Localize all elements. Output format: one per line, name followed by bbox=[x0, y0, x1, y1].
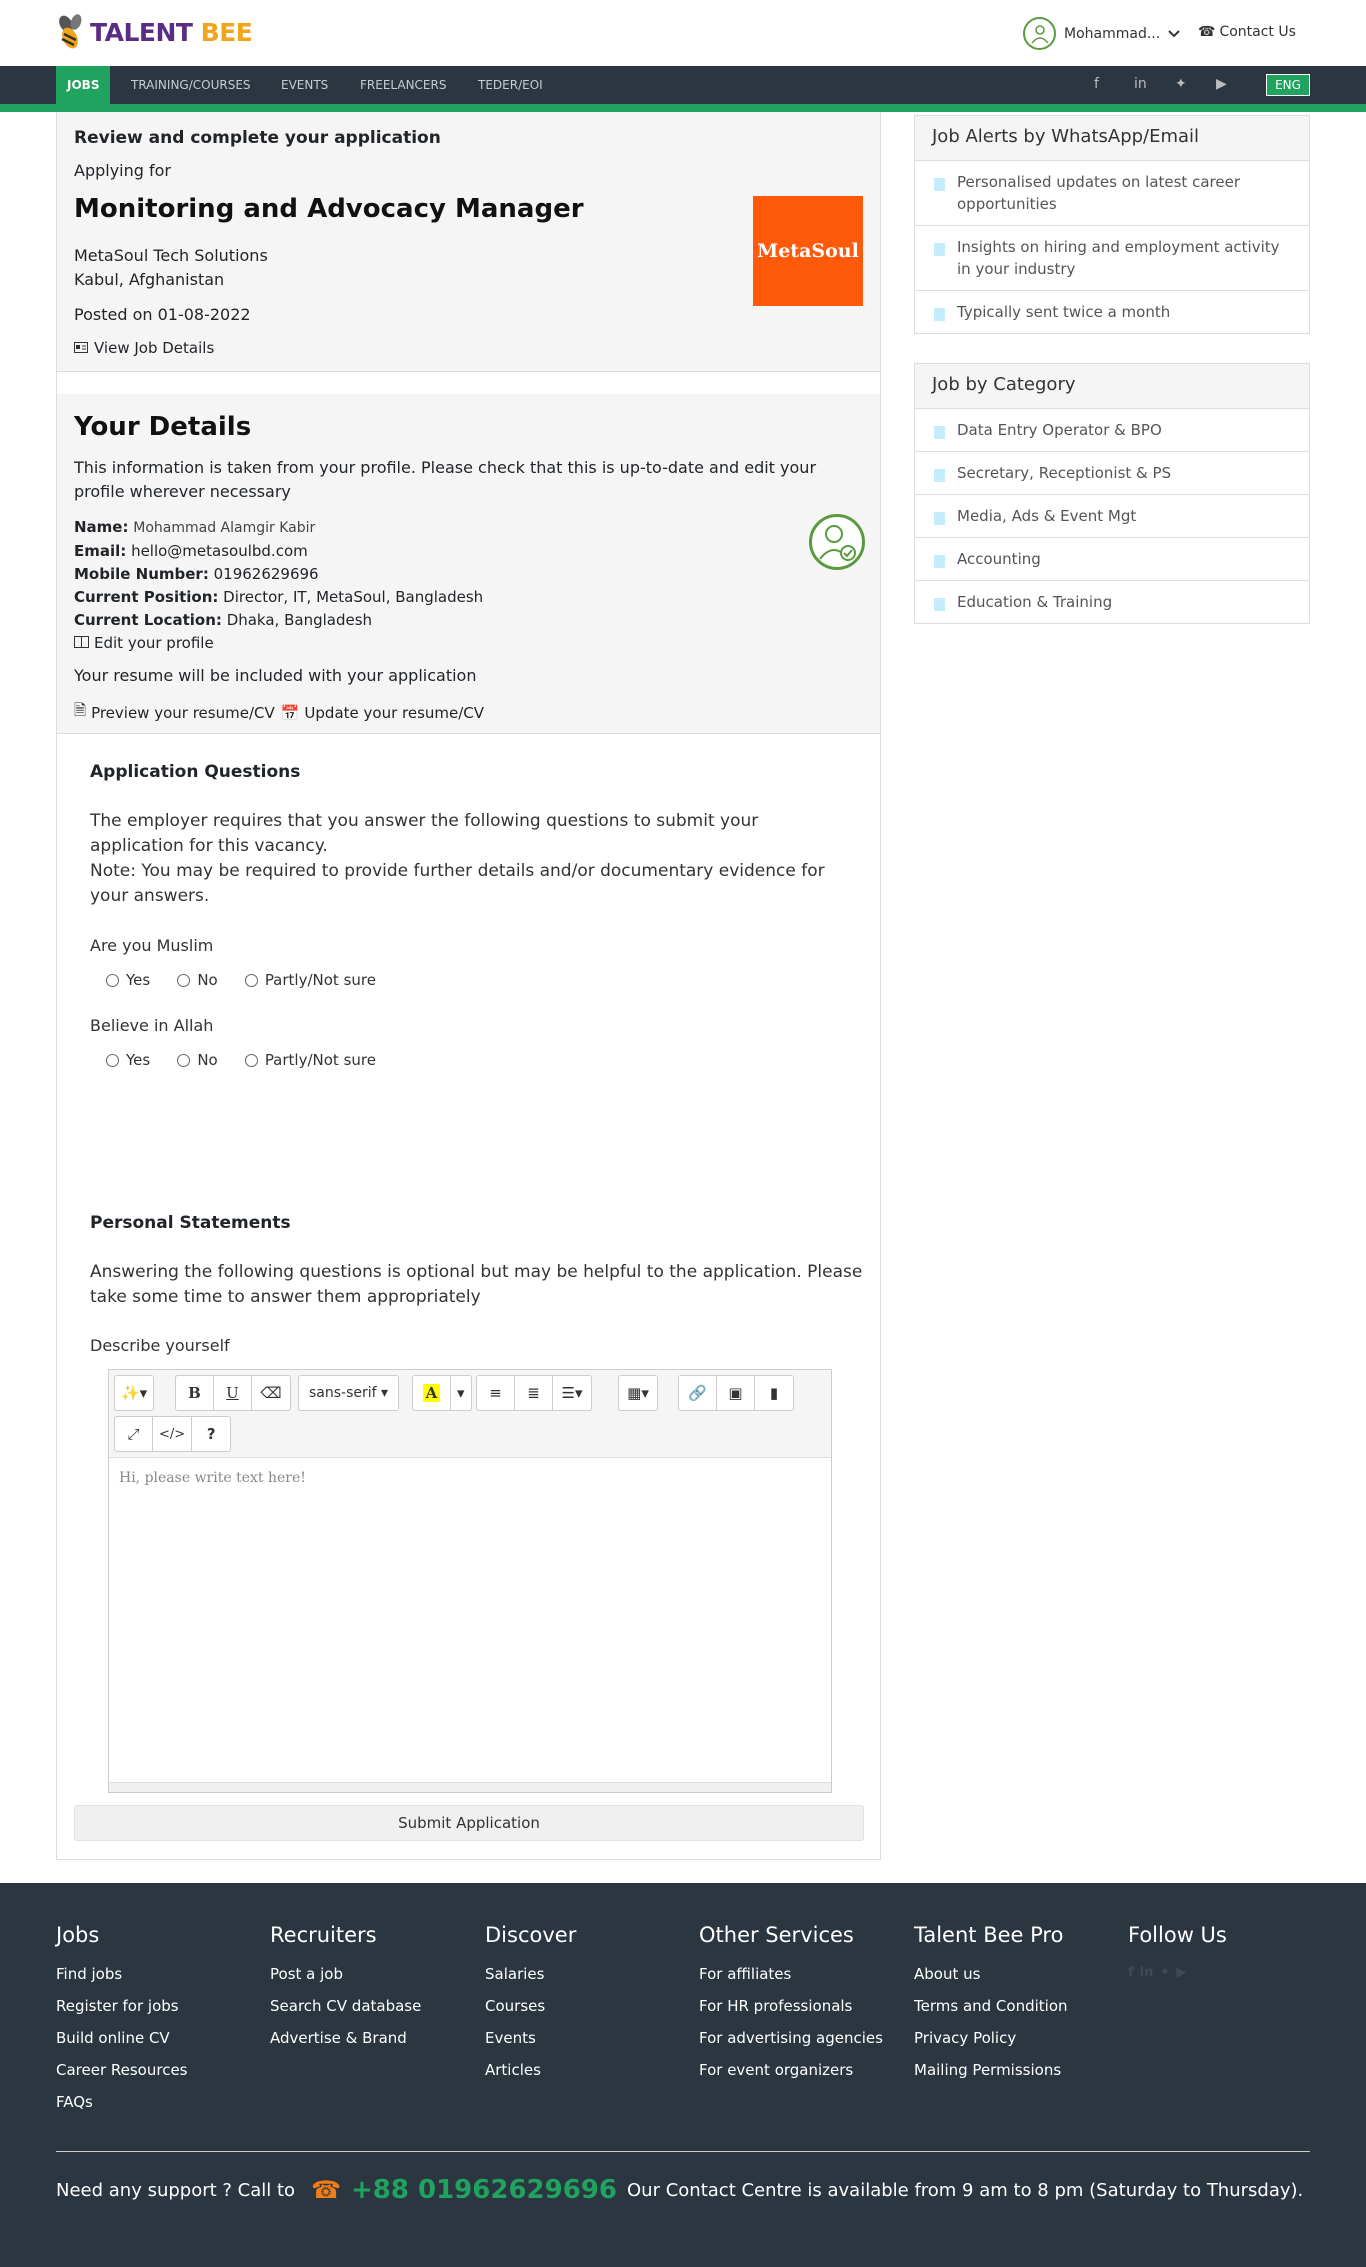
q2-option-no[interactable] bbox=[177, 1051, 217, 1069]
footer-pro-title: Talent Bee Pro bbox=[914, 1923, 1064, 1947]
footer-jobs-column bbox=[56, 1923, 188, 2125]
edit-icon bbox=[74, 632, 89, 655]
id-card-icon bbox=[74, 339, 88, 357]
nav-teder-eoi[interactable]: TEDER/EOI bbox=[478, 78, 543, 92]
job-title: Monitoring and Advocacy Manager bbox=[74, 194, 584, 224]
site-footer bbox=[0, 1883, 1366, 2267]
bullet-square-icon bbox=[934, 426, 945, 439]
contact-us-link[interactable] bbox=[1198, 24, 1296, 40]
category-item[interactable] bbox=[915, 538, 1309, 581]
footer-link[interactable]: FAQs bbox=[56, 2093, 93, 2111]
color-dropdown-icon[interactable]: ▾ bbox=[457, 1384, 465, 1402]
bullet-square-icon bbox=[934, 598, 945, 611]
bee-logo-icon bbox=[56, 12, 90, 52]
question-2-options bbox=[106, 1051, 398, 1071]
bullet-square-icon bbox=[934, 308, 945, 321]
footer-follow-column bbox=[1128, 1923, 1227, 1980]
category-label: Accounting bbox=[957, 550, 1041, 568]
support-suffix: Our Contact Centre is available from 9 am to 8 pm (Saturday to Thursday). bbox=[627, 2179, 1304, 2201]
footer-divider bbox=[56, 2151, 1310, 2152]
radio-circle-icon bbox=[245, 1054, 258, 1067]
footer-link[interactable]: For event organizers bbox=[699, 2061, 854, 2079]
chevron-down-icon bbox=[1168, 26, 1180, 42]
paragraph-group bbox=[476, 1375, 592, 1411]
language-button[interactable]: ENG bbox=[1266, 74, 1310, 96]
footer-link[interactable]: Post a job bbox=[270, 1965, 343, 1983]
question-2-label: Believe in Allah bbox=[90, 1016, 214, 1035]
questions-intro-text: The employer requires that you answer the following questions to submit your application for this vacancy. bbox=[90, 811, 759, 856]
video-icon[interactable]: ▮ bbox=[769, 1384, 779, 1402]
name-label: Name: bbox=[74, 518, 129, 536]
footer-link[interactable]: About us bbox=[914, 1965, 981, 1983]
linkedin-icon[interactable]: in bbox=[1134, 76, 1147, 92]
company-logo: MetaSoul bbox=[753, 196, 863, 306]
your-details-heading: Your Details bbox=[74, 412, 252, 442]
option-label: Yes bbox=[126, 1051, 151, 1069]
category-item[interactable] bbox=[915, 581, 1309, 623]
category-label: Data Entry Operator & BPO bbox=[957, 421, 1162, 439]
q1-option-yes[interactable] bbox=[106, 971, 150, 989]
personal-statements-heading: Personal Statements bbox=[90, 1213, 291, 1233]
resume-links bbox=[74, 700, 484, 725]
statements-intro: Answering the following questions is optional but may be helpful to the application. Please take some time to answer them appropriately bbox=[90, 1262, 863, 1307]
brand-part-talent: TALENT bbox=[90, 17, 193, 47]
footer-link[interactable]: For affiliates bbox=[699, 1965, 792, 1983]
view-group bbox=[114, 1416, 231, 1452]
linkedin-icon[interactable]: in bbox=[1139, 1965, 1154, 1980]
application-questions-heading: Application Questions bbox=[90, 762, 301, 782]
option-label: Partly/Not sure bbox=[264, 971, 376, 989]
job-location: Kabul, Afghanistan bbox=[74, 270, 225, 289]
footer-link[interactable]: Articles bbox=[485, 2061, 541, 2079]
list-item bbox=[915, 226, 1309, 291]
footer-other-services-column bbox=[699, 1923, 883, 2093]
editor-toolbar bbox=[109, 1370, 831, 1458]
view-job-details-link[interactable] bbox=[74, 339, 214, 357]
describe-yourself-label: Describe yourself bbox=[90, 1336, 230, 1355]
main-navbar bbox=[0, 66, 1366, 104]
top-header bbox=[0, 0, 1366, 66]
bullet-square-icon bbox=[934, 512, 945, 525]
radio-circle-icon bbox=[177, 1054, 190, 1067]
footer-link[interactable]: Events bbox=[485, 2029, 536, 2047]
footer-discover-column bbox=[485, 1923, 576, 2093]
q2-option-partly[interactable] bbox=[245, 1051, 376, 1069]
footer-link[interactable]: Register for jobs bbox=[56, 1997, 179, 2015]
details-info: This information is taken from your profile. Please check that this is up-to-date and edit your profile wherever necessary bbox=[74, 458, 817, 501]
radio-circle-icon bbox=[245, 974, 258, 987]
radio-circle-icon bbox=[106, 974, 119, 987]
link-icon[interactable]: 🔗 bbox=[679, 1376, 717, 1410]
twitter-icon[interactable]: ✦ bbox=[1175, 76, 1187, 92]
color-group bbox=[412, 1375, 472, 1411]
job-category-title: Job by Category bbox=[915, 364, 1309, 409]
nav-events[interactable]: EVENTS bbox=[281, 78, 329, 92]
mobile-label: Mobile Number: bbox=[74, 565, 209, 583]
questions-note: Note: You may be required to provide further details and/or documentary evidence for your answers. bbox=[90, 861, 825, 906]
alert-text: Typically sent twice a month bbox=[957, 303, 1171, 321]
footer-link[interactable]: Advertise & Brand bbox=[270, 2029, 407, 2047]
font-group bbox=[298, 1375, 399, 1411]
mobile-value: 01962629696 bbox=[213, 565, 319, 583]
category-label: Media, Ads & Event Mgt bbox=[957, 507, 1137, 525]
footer-link[interactable]: Search CV database bbox=[270, 1997, 422, 2015]
user-name: Mohammad... bbox=[1064, 25, 1161, 42]
talent-bee-logo[interactable] bbox=[56, 10, 252, 54]
category-label: Education & Training bbox=[957, 593, 1113, 611]
footer-link[interactable]: Mailing Permissions bbox=[914, 2061, 1062, 2079]
list-item bbox=[915, 161, 1309, 226]
list-item bbox=[915, 291, 1309, 333]
radio-circle-icon bbox=[177, 974, 190, 987]
twitter-icon[interactable]: ✦ bbox=[1159, 1965, 1171, 1980]
category-item[interactable] bbox=[915, 452, 1309, 495]
rich-text-editor bbox=[108, 1369, 832, 1793]
job-by-category-card bbox=[914, 363, 1310, 624]
email-value: hello@metasoulbd.com bbox=[131, 542, 308, 560]
bullet-square-icon bbox=[934, 178, 945, 191]
table-group bbox=[618, 1375, 658, 1411]
category-item[interactable] bbox=[915, 495, 1309, 538]
bullet-square-icon bbox=[934, 243, 945, 256]
editor-resize-handle[interactable] bbox=[109, 1782, 831, 1792]
code-view-icon[interactable]: </> bbox=[153, 1417, 192, 1451]
footer-link[interactable]: Privacy Policy bbox=[914, 2029, 1017, 2047]
unordered-list-icon[interactable]: ≡ bbox=[477, 1376, 515, 1410]
footer-recruiters-title: Recruiters bbox=[270, 1923, 377, 1947]
font-select-label: sans-serif bbox=[309, 1385, 377, 1401]
bullet-square-icon bbox=[934, 555, 945, 568]
option-label: Yes bbox=[126, 971, 151, 989]
q2-option-yes[interactable] bbox=[106, 1051, 150, 1069]
phone-icon: ☎ bbox=[1198, 24, 1216, 40]
submit-application-button[interactable]: Submit Application bbox=[74, 1805, 864, 1841]
footer-other-title: Other Services bbox=[699, 1923, 854, 1947]
phone-icon: ☎ bbox=[311, 2176, 341, 2204]
nav-training-courses[interactable]: TRAINING/COURSES bbox=[131, 78, 251, 92]
font-family-select[interactable]: sans-serif ▾ bbox=[309, 1385, 389, 1401]
footer-follow-title: Follow Us bbox=[1128, 1923, 1227, 1947]
footer-pro-column bbox=[914, 1923, 1068, 2093]
alert-text: Insights on hiring and employment activity in your industry bbox=[957, 238, 1280, 278]
highlight-color-icon[interactable]: A bbox=[413, 1376, 451, 1410]
eraser-icon[interactable]: ⌫ bbox=[260, 1384, 282, 1402]
update-resume-link[interactable]: Update your resume/CV bbox=[304, 703, 485, 722]
posted-date: Posted on 01-08-2022 bbox=[74, 305, 251, 324]
nav-jobs[interactable]: JOBS bbox=[56, 66, 110, 104]
footer-link[interactable]: For advertising agencies bbox=[699, 2029, 883, 2047]
footer-link[interactable]: For HR professionals bbox=[699, 1997, 853, 2015]
applying-for-label: Applying for bbox=[74, 161, 171, 180]
fullscreen-icon[interactable]: ⤢ bbox=[115, 1417, 153, 1451]
review-heading: Review and complete your application bbox=[74, 128, 441, 148]
footer-link[interactable]: Salaries bbox=[485, 1965, 545, 1983]
footer-link[interactable]: Build online CV bbox=[56, 2029, 170, 2047]
profile-fields bbox=[74, 516, 774, 655]
file-search-icon: 🗎 bbox=[74, 701, 87, 719]
format-group bbox=[175, 1375, 291, 1411]
location-label: Current Location: bbox=[74, 611, 222, 629]
option-label: No bbox=[197, 1051, 218, 1069]
bold-icon[interactable]: B bbox=[176, 1376, 214, 1410]
footer-link[interactable]: Terms and Condition bbox=[914, 1997, 1068, 2015]
style-group bbox=[114, 1375, 154, 1411]
footer-discover-title: Discover bbox=[485, 1923, 577, 1947]
email-label: Email: bbox=[74, 542, 127, 560]
nav-accent-line bbox=[0, 104, 1366, 112]
calendar-icon: 📅 bbox=[280, 703, 300, 722]
edit-profile-link[interactable] bbox=[74, 632, 774, 655]
align-dropdown-icon[interactable]: ☰▾ bbox=[561, 1384, 583, 1402]
name-value: Mohammad Alamgir Kabir bbox=[133, 520, 316, 536]
user-menu[interactable] bbox=[1023, 17, 1180, 50]
underline-icon[interactable]: U bbox=[214, 1376, 252, 1410]
footer-link[interactable]: Courses bbox=[485, 1997, 546, 2015]
location-value: Dhaka, Bangladesh bbox=[226, 611, 373, 629]
footer-jobs-title: Jobs bbox=[56, 1923, 100, 1947]
youtube-icon[interactable]: ▶ bbox=[1176, 1965, 1187, 1980]
footer-social-icons bbox=[1128, 1965, 1227, 1980]
profile-avatar-icon bbox=[809, 514, 865, 570]
footer-recruiters-column bbox=[270, 1923, 421, 2061]
questions-intro bbox=[90, 809, 850, 909]
brand-part-bee: BEE bbox=[200, 17, 253, 47]
job-alerts-card bbox=[914, 115, 1310, 334]
brand-name bbox=[90, 18, 252, 47]
option-label: Partly/Not sure bbox=[264, 1051, 376, 1069]
q1-option-no[interactable] bbox=[177, 971, 217, 989]
nav-freelancers[interactable]: FREELANCERS bbox=[360, 78, 447, 92]
radio-circle-icon bbox=[106, 1054, 119, 1067]
edit-profile-label: Edit your profile bbox=[94, 634, 214, 652]
company-name: MetaSoul Tech Solutions bbox=[74, 246, 268, 265]
question-1-options bbox=[106, 971, 398, 991]
category-label: Secretary, Receptionist & PS bbox=[957, 464, 1172, 482]
help-icon[interactable]: ? bbox=[206, 1425, 216, 1443]
image-icon[interactable]: ▣ bbox=[717, 1376, 755, 1410]
youtube-icon[interactable]: ▶ bbox=[1216, 76, 1227, 92]
q1-option-partly[interactable] bbox=[245, 971, 376, 989]
category-item[interactable] bbox=[915, 409, 1309, 452]
support-line bbox=[56, 2175, 1303, 2205]
magic-wand-icon[interactable]: ✨▾ bbox=[121, 1384, 148, 1402]
contact-us-label: Contact Us bbox=[1219, 24, 1296, 40]
facebook-icon[interactable]: f bbox=[1128, 1965, 1134, 1980]
resume-note: Your resume will be included with your application bbox=[74, 666, 477, 685]
user-avatar-icon bbox=[1023, 17, 1056, 50]
editor-content-area[interactable]: Hi, please write text here! bbox=[119, 1470, 306, 1486]
insert-group bbox=[678, 1375, 794, 1411]
preview-resume-link[interactable]: Preview your resume/CV bbox=[91, 703, 275, 722]
footer-link[interactable]: Career Resources bbox=[56, 2061, 188, 2079]
alert-text: Personalised updates on latest career opportunities bbox=[957, 173, 1240, 213]
footer-link[interactable]: Find jobs bbox=[56, 1965, 123, 1983]
bullet-square-icon bbox=[934, 469, 945, 482]
view-job-details-label: View Job Details bbox=[94, 339, 215, 357]
review-section bbox=[57, 112, 880, 372]
question-1-label: Are you Muslim bbox=[90, 936, 214, 955]
option-label: No bbox=[197, 971, 218, 989]
table-icon[interactable]: ▦▾ bbox=[627, 1384, 649, 1402]
ordered-list-icon[interactable]: ≣ bbox=[515, 1376, 553, 1410]
position-value: Director, IT, MetaSoul, Bangladesh bbox=[223, 588, 484, 606]
position-label: Current Position: bbox=[74, 588, 219, 606]
support-prefix: Need any support ? Call to bbox=[56, 2179, 296, 2201]
application-panel bbox=[56, 112, 881, 1860]
support-phone-number[interactable]: +88 01962629696 bbox=[350, 2175, 618, 2205]
facebook-icon[interactable]: f bbox=[1094, 76, 1099, 92]
job-alerts-title: Job Alerts by WhatsApp/Email bbox=[915, 116, 1309, 161]
